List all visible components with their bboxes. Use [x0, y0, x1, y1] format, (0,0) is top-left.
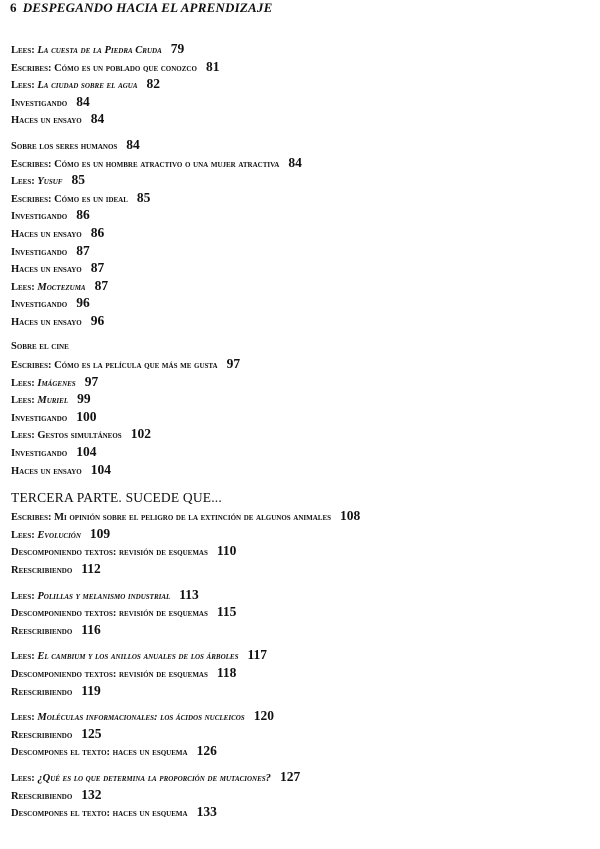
- entry-prefix: Escribes:: [11, 360, 55, 372]
- entry-page-number: 87: [90, 260, 105, 276]
- toc-entry: [11, 338, 591, 356]
- entry-prefix: Lees:: [11, 45, 38, 56]
- entry-title: Moléculas informacionales: los ácidos nucleicos: [37, 712, 245, 724]
- entry-page-number: 96: [90, 312, 105, 328]
- entry-title: Reescribiendo: [11, 565, 73, 577]
- entry-title: Moctezuma: [37, 281, 86, 293]
- entry-title: Cómo es un poblado que conozco: [54, 62, 197, 74]
- toc-entry: [11, 646, 591, 664]
- toc-entry: [11, 294, 591, 312]
- entry-title: Reescribiendo: [11, 790, 73, 802]
- entry-page-number: 132: [81, 786, 102, 802]
- section-gap: [11, 478, 591, 488]
- entry-prefix: Lees:: [11, 176, 38, 188]
- entry-title: La cuesta de la Piedra Cruda: [37, 45, 162, 56]
- section-gap: [11, 760, 591, 768]
- entry-page-number: 127: [279, 768, 301, 784]
- entry-title: Sobre los seres humanos: [11, 140, 118, 152]
- entry-page-number: 126: [196, 743, 217, 759]
- section-gap: [11, 699, 591, 707]
- entry-title: Haces un ensayo: [11, 316, 82, 328]
- toc-entry: [11, 682, 591, 700]
- entry-page-number: 87: [94, 277, 109, 293]
- toc-entry: [11, 768, 591, 786]
- entry-title: Investigando: [11, 97, 68, 109]
- entry-prefix: Lees:: [11, 529, 38, 541]
- entry-title: Reescribiendo: [11, 625, 73, 637]
- entry-page-number: 81: [205, 58, 220, 74]
- toc-entry: [11, 603, 591, 621]
- section-gap: [11, 638, 591, 646]
- table-of-contents: [11, 40, 591, 821]
- entry-title: Haces un ensayo: [11, 228, 82, 240]
- toc-entry: [11, 206, 591, 224]
- entry-page-number: 85: [71, 172, 85, 188]
- entry-page-number: 113: [179, 586, 199, 602]
- page-number: 6: [10, 0, 17, 15]
- entry-page-number: 133: [196, 804, 217, 820]
- toc-entry: [11, 171, 591, 189]
- toc-entry: [11, 425, 591, 443]
- section-gap: [11, 128, 591, 136]
- toc-entry: [11, 408, 591, 426]
- toc-entry: [11, 259, 591, 277]
- entry-page-number: 97: [84, 373, 99, 389]
- entry-title: Descomponiendo textos: revisión de esquemas: [11, 669, 208, 680]
- toc-entry: [11, 93, 591, 111]
- section-gap: [11, 578, 591, 586]
- toc-entry: [11, 373, 591, 391]
- entry-page-number: 102: [130, 426, 151, 442]
- entry-page-number: 87: [76, 242, 90, 258]
- entry-prefix: Lees:: [11, 430, 38, 442]
- entry-page-number: 96: [76, 295, 90, 311]
- toc-entry: [11, 189, 591, 207]
- entry-page-number: 82: [146, 76, 161, 92]
- entry-prefix: Escribes:: [11, 158, 55, 170]
- entry-prefix: Lees:: [11, 377, 38, 389]
- entry-title: Yusuf: [37, 176, 63, 188]
- toc-entry: [11, 277, 591, 295]
- entry-title: ¿Qué es lo que determina la proporción de mutaciones?: [37, 772, 271, 784]
- entry-page-number: 110: [216, 543, 237, 559]
- toc-entry: [11, 242, 591, 260]
- toc-entry: [11, 461, 591, 479]
- toc-entry: [11, 390, 591, 408]
- entry-page-number: 86: [90, 224, 105, 240]
- entry-title: Mi opinión sobre el peligro de la extinción de algunos animales: [54, 512, 332, 524]
- entry-title: Cómo es la película que más me gusta: [54, 360, 218, 372]
- entry-page-number: 84: [76, 93, 90, 109]
- entry-title: Haces un ensayo: [11, 264, 82, 276]
- toc-entry: [11, 742, 591, 760]
- entry-page-number: 120: [253, 708, 274, 724]
- entry-page-number: 97: [226, 356, 241, 372]
- entry-prefix: Lees:: [11, 590, 38, 602]
- entry-page-number: 79: [170, 41, 185, 56]
- running-header: [10, 0, 272, 16]
- entry-page-number: 99: [77, 391, 91, 407]
- toc-entry: [11, 136, 591, 154]
- toc-entry: [11, 75, 591, 93]
- toc-entry: [11, 507, 591, 525]
- entry-title: Haces un ensayo: [11, 115, 82, 127]
- toc-entry: [11, 560, 591, 578]
- entry-title: Reescribiendo: [11, 729, 73, 741]
- toc-entry: [11, 154, 591, 172]
- entry-page-number: 119: [81, 682, 101, 698]
- toc-entry: [11, 803, 591, 821]
- entry-title: Descomponiendo textos: revisión de esquemas: [11, 547, 208, 559]
- entry-title: Investigando: [11, 246, 68, 258]
- entry-page-number: 100: [76, 408, 97, 424]
- entry-page-number: 118: [216, 665, 237, 680]
- entry-prefix: Lees:: [11, 712, 38, 724]
- entry-page-number: 104: [90, 461, 111, 477]
- entry-page-number: 109: [89, 525, 111, 541]
- entry-prefix: Lees:: [11, 80, 38, 92]
- entry-title: Reescribiendo: [11, 686, 73, 698]
- entry-page-number: 116: [81, 621, 101, 637]
- entry-page-number: 117: [247, 647, 267, 663]
- entry-prefix: Lees:: [11, 395, 38, 407]
- entry-title: Descompones el texto: haces un esquema: [11, 808, 188, 820]
- entry-page-number: 84: [288, 154, 302, 170]
- entry-prefix: Lees:: [11, 651, 38, 663]
- entry-title: Investigando: [11, 412, 68, 424]
- entry-page-number: 84: [90, 111, 105, 127]
- entry-title: Imágenes: [37, 377, 76, 389]
- entry-title: Evolución: [37, 529, 81, 541]
- entry-prefix: Escribes:: [11, 512, 55, 524]
- toc-entry: [11, 664, 591, 682]
- toc-entry: [11, 58, 591, 76]
- toc-entry: [11, 443, 591, 461]
- entry-title: Muriel: [37, 395, 69, 407]
- toc-entry: [11, 224, 591, 242]
- toc-entry: [11, 542, 591, 560]
- entry-page-number: 86: [76, 207, 90, 223]
- entry-title: Polillas y melanismo industrial: [37, 590, 171, 602]
- toc-entry: [11, 586, 591, 604]
- toc-entry: [11, 312, 591, 330]
- entry-title: Cómo es un hombre atractivo o una mujer atractiva: [54, 158, 280, 170]
- entry-page-number: 85: [136, 189, 151, 205]
- entry-title: Gestos simultáneos: [37, 430, 122, 442]
- entry-title: Sobre el cine: [11, 340, 69, 352]
- entry-prefix: Escribes:: [11, 62, 55, 74]
- toc-entry: [11, 621, 591, 639]
- entry-page-number: 104: [76, 444, 97, 460]
- entry-title: Descompones el texto: haces un esquema: [11, 747, 188, 759]
- entry-page-number: 108: [340, 508, 361, 524]
- entry-prefix: Lees:: [11, 281, 38, 293]
- toc-entry: [11, 707, 591, 725]
- entry-title: El cambium y los anillos anuales de los árboles: [37, 651, 239, 663]
- entry-prefix: Escribes:: [11, 193, 55, 205]
- entry-page-number: 112: [81, 561, 101, 577]
- entry-prefix: Lees:: [11, 772, 38, 784]
- toc-entry: [11, 725, 591, 743]
- toc-entry: [11, 110, 591, 128]
- entry-title: Investigando: [11, 299, 68, 311]
- entry-page-number: 115: [216, 604, 237, 620]
- entry-title: Haces un ensayo: [11, 465, 82, 477]
- toc-entry: [11, 40, 591, 58]
- entry-title: Descomponiendo textos: revisión de esquemas: [11, 608, 208, 620]
- part-heading: TERCERA PARTE. SUCEDE QUE...: [11, 490, 222, 506]
- running-title: DESPEGANDO HACIA EL APRENDIZAJE: [22, 0, 273, 15]
- entry-page-number: 84: [126, 136, 140, 152]
- toc-entry: [11, 525, 591, 543]
- entry-title: Investigando: [11, 448, 68, 460]
- toc-entry: [11, 355, 591, 373]
- entry-title: Investigando: [11, 211, 68, 223]
- toc-entry: [11, 786, 591, 804]
- entry-title: Cómo es un ideal: [54, 193, 128, 205]
- entry-page-number: 125: [81, 725, 102, 741]
- section-gap: [11, 330, 591, 338]
- entry-title: La ciudad sobre el agua: [37, 80, 138, 92]
